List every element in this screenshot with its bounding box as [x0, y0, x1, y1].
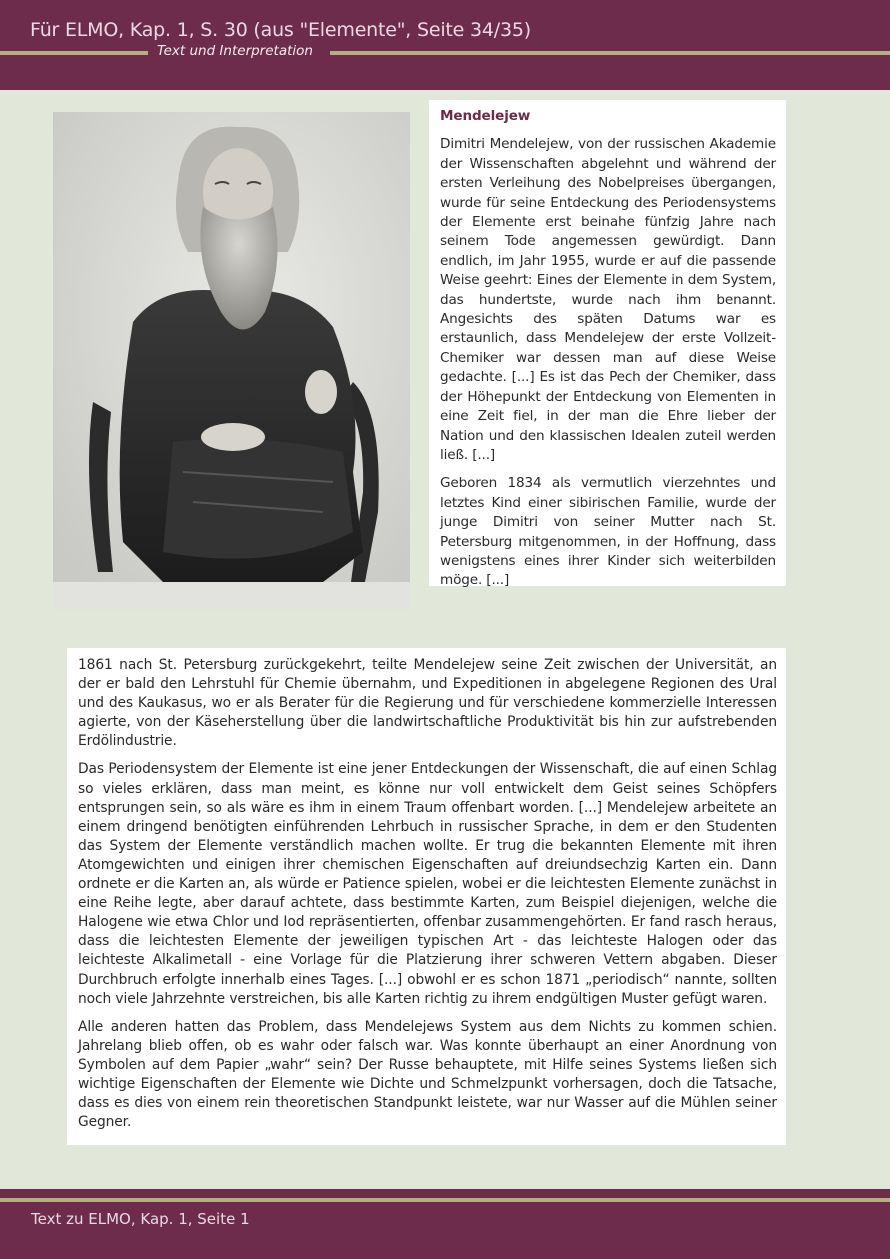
article-card-bottom — [67, 648, 786, 1145]
page-subtitle: Text und Interpretation — [157, 43, 313, 59]
article-paragraph: Dimitri Mendelejew, von der russischen Akademie der Wissenschaften abgelehnt und während der ersten Verleihung des Nobelpreises übergangen, wurde für seine Entdeckung des Periodensystems der Elemente erst beinahe fünfzig Jahre nach seinem Tode angemessen gewürdigt. Dann endlich, im Jahr 1955, wurde er auf die passende Weise geehrt: Eines der Elemente in dem System, das hundertste, wurde nach ihm benannt. Angesichts des späten Datums war es erstaunlich, dass Mendelejew der erste Vollzeit-Chemiker war dessen man auf diese Weise gedachte. [...] Es ist das Pech der Chemiker, dass der Höhepunkt der Entdeckung von Elementen in eine Zeit fiel, in der man die Ehre lieber der Nation und den klassischen Idealen zuteil werden ließ. [...] — [440, 136, 776, 463]
article-bottom-body — [78, 656, 777, 1141]
article-paragraph: Alle anderen hatten das Problem, dass Mendelejews System aus dem Nichts zu kommen schien. Jahrelang blieb offen, ob es wahr oder falsch war. Was konnte überhaupt an einer Anordnung von Symbolen auf dem Papier „wahr“ sein? Der Russe behauptete, mit Hilfe seines Systems ließen sich wichtige Eigenschaften der Elemente wie Dichte und Schmelzpunkt vorhersagen, doch die Tatsache, dass es dies von einem rein theoretischen Standpunkt leistete, war nur Wasser auf die Mühlen seiner Gegner. — [78, 1018, 777, 1131]
footer-text: Text zu ELMO, Kap. 1, Seite 1 — [31, 1210, 250, 1228]
article-paragraph: 1861 nach St. Petersburg zurückgekehrt, teilte Mendelejew seine Zeit zwischen der Universität, an der er bald den Lehrstuhl für Chemie übernahm, und Expeditionen in abgelegene Regionen des Ural und des Kaukasus, wo er als Berater für die Regierung und für verschiedene kommerzielle Interessen agierte, von der Käseherstellung über die landwirtschaftliche Produktivität bis hin zur aufstrebenden Erdölindustrie. — [78, 657, 777, 750]
article-heading: Mendelejew — [440, 108, 531, 124]
header-wave — [0, 58, 890, 98]
portrait-photo — [53, 112, 410, 609]
footer-rule — [0, 1198, 890, 1202]
page-title: Für ELMO, Kap. 1, S. 30 (aus "Elemente", Seite 34/35) — [30, 19, 531, 41]
article-top-body — [440, 107, 776, 600]
portrait-illustration — [53, 112, 410, 609]
header-rule-right — [330, 51, 890, 55]
article-paragraph: Das Periodensystem der Elemente ist eine jener Entdeckungen der Wissenschaft, die auf einen Schlag so vieles erklären, dass man meint, es könne nur voll entwickelt dem Geist seines Schöpfers entsprungen sein, so als wäre es ihm in einem Traum offenbart worden. [...] Mendelejew arbeitete an einem dringend benötigten einführenden Lehrbuch in russischer Sprache, in dem er den Studenten das System der Elemente verständlich machen wollte. Er trug die bekannten Elemente mit ihren Atomgewichten und einigen ihrer chemischen Eigenschaften auf dreiundsechzig Karten ein. Dann ordnete er die Karten an, als würde er Patience spielen, wobei er die leichtesten Elemente zunächst in eine Reihe legte, aber darauf achtete, dass bestimmte Karten, zum Beispiel diejenigen, welche die Halogene wie etwa Chlor und Iod repräsentierten, offenbar zusammengehörten. Er fand rasch heraus, dass die leichtesten Elemente der jeweiligen typischen Art - das leichteste Halogen oder das leichteste Alkalimetall - eine Vorlage für die Platzierung ihrer schweren Vettern abgaben. Dieser Durchbruch erfolgte innerhalb eines Tages. [...] obwohl er es schon 1871 „periodisch“ nannte, sollten noch viele Jahrzehnte verstreichen, bis alle Karten richtig zu ihrem endgültigen Muster gefügt waren. — [78, 761, 777, 1007]
header-rule-left — [0, 51, 148, 55]
article-card-top — [429, 100, 786, 589]
article-paragraph: Geboren 1834 als vermutlich vierzehntes und letztes Kind einer sibirischen Familie, wurde der junge Dimitri von seiner Mutter nach St. Petersburg mitgenommen, in der Hoffnung, dass wenigstens eines ihrer Kinder sich weiterbilden möge. [...] — [440, 475, 776, 589]
